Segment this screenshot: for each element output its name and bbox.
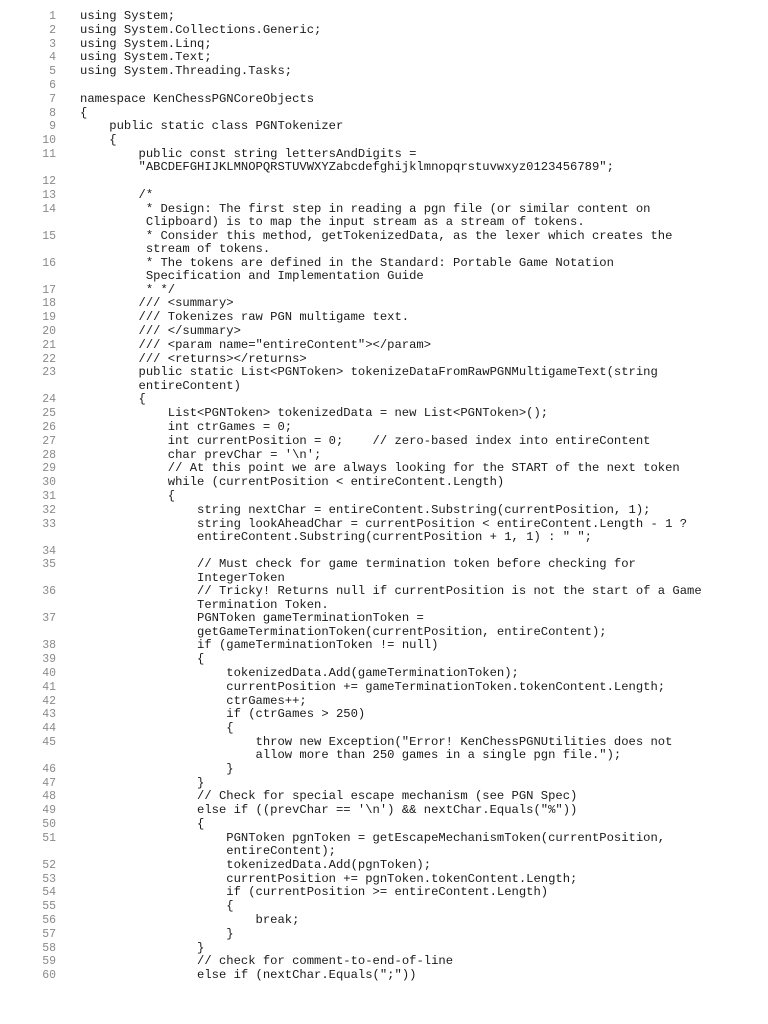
code-text (80, 435, 740, 448)
code-line (0, 859, 768, 872)
line-number: 28 (42, 448, 56, 462)
code-text (80, 257, 740, 283)
line-number: 7 (49, 92, 56, 106)
line-number: 15 (42, 229, 56, 243)
code-line (0, 435, 768, 448)
code-line (0, 38, 768, 51)
code-segment: { (80, 488, 176, 503)
line-number: 20 (42, 324, 56, 338)
code-segment: } (80, 940, 205, 955)
code-text (80, 175, 740, 188)
code-segment: int ctrGames = 0; (80, 419, 293, 434)
code-line (0, 681, 768, 694)
code-line (0, 462, 768, 475)
code-text (80, 79, 740, 92)
code-text (80, 886, 740, 899)
code-line (0, 24, 768, 37)
code-line (0, 667, 768, 680)
code-text (80, 518, 740, 544)
line-number: 41 (42, 680, 56, 694)
code-text (80, 667, 740, 680)
code-text (80, 928, 740, 941)
code-segment: { (80, 105, 88, 120)
line-number: 35 (42, 558, 56, 572)
code-line (0, 189, 768, 202)
code-line (0, 928, 768, 941)
code-text (80, 107, 740, 120)
code-line (0, 969, 768, 982)
code-line (0, 297, 768, 310)
code-segment: entireContent) (80, 378, 241, 393)
line-number: 60 (42, 969, 56, 983)
code-text (80, 189, 740, 202)
code-text (80, 366, 740, 392)
code-segment (80, 175, 740, 188)
line-number: 2 (49, 23, 56, 37)
code-segment: * Design: The first step in reading a pgn file (or similar content on (80, 201, 651, 216)
line-number: 34 (42, 544, 56, 558)
code-segment: // At this point we are always looking for the START of the next token (80, 461, 680, 476)
code-line (0, 504, 768, 517)
line-number: 29 (42, 462, 56, 476)
line-number: 19 (42, 311, 56, 325)
code-text (80, 763, 740, 776)
code-segment: /// <param name="entireContent"></param> (80, 337, 432, 352)
code-segment: PGNToken pgnToken = getEscapeMechanismToken(currentPosition, (80, 830, 666, 845)
line-number: 6 (49, 78, 56, 92)
code-line (0, 51, 768, 64)
code-text (80, 10, 740, 23)
code-text (80, 504, 740, 517)
code-line (0, 148, 768, 174)
code-segment: // Check for special escape mechanism (see PGN Spec) (80, 789, 578, 804)
code-segment: { (80, 721, 234, 736)
code-segment: "ABCDEFGHIJKLMNOPQRSTUVWXYZabcdefghijklmnopqrstuvwxyz0123456789"; (80, 160, 614, 175)
code-line (0, 134, 768, 147)
line-number: 30 (42, 476, 56, 490)
line-number: 56 (42, 914, 56, 928)
line-number: 24 (42, 393, 56, 407)
code-text (80, 148, 740, 174)
line-number: 9 (49, 120, 56, 134)
code-text (80, 38, 740, 51)
code-text (80, 134, 740, 147)
code-text (80, 203, 740, 229)
code-segment: else if (nextChar.Equals(";")) (80, 968, 417, 983)
code-segment: /// <summary> (80, 296, 234, 311)
line-number: 1 (49, 10, 56, 23)
code-text (80, 476, 740, 489)
code-line (0, 311, 768, 324)
line-number: 55 (42, 900, 56, 914)
code-segment: List<PGNToken> tokenizedData = new List<PGNToken>(); (80, 406, 549, 421)
code-segment: { (80, 652, 205, 667)
line-number: 4 (49, 51, 56, 65)
code-line (0, 476, 768, 489)
line-number: 42 (42, 694, 56, 708)
line-number: 43 (42, 708, 56, 722)
code-segment: string lookAheadChar = currentPosition < entireContent.Length - 1 ? (80, 516, 688, 531)
line-number: 32 (42, 503, 56, 517)
code-text (80, 653, 740, 666)
code-line (0, 722, 768, 735)
code-segment: public static List<PGNToken> tokenizeDataFromRawPGNMultigameText(string (80, 365, 658, 380)
code-line (0, 777, 768, 790)
code-line (0, 230, 768, 256)
code-line (0, 353, 768, 366)
code-line (0, 518, 768, 544)
code-segment: IntegerToken (80, 570, 285, 585)
code-line (0, 612, 768, 638)
code-text (80, 339, 740, 352)
code-segment: tokenizedData.Add(gameTerminationToken); (80, 665, 519, 680)
code-segment: if (gameTerminationToken != null) (80, 638, 439, 653)
line-number: 49 (42, 804, 56, 818)
code-segment: allow more than 250 games in a single pgn file."); (80, 748, 622, 763)
code-text (80, 612, 740, 638)
code-segment: while (currentPosition < entireContent.Length) (80, 475, 505, 490)
line-number: 50 (42, 818, 56, 832)
code-line (0, 942, 768, 955)
code-segment: { (80, 133, 117, 148)
code-segment: tokenizedData.Add(pgnToken); (80, 857, 432, 872)
line-number: 57 (42, 927, 56, 941)
code-segment: currentPosition += pgnToken.tokenContent.Length; (80, 871, 578, 886)
code-line (0, 545, 768, 558)
code-line (0, 107, 768, 120)
line-number: 59 (42, 955, 56, 969)
line-number: 11 (42, 147, 56, 161)
code-text (80, 969, 740, 982)
code-segment: /// <returns></returns> (80, 351, 307, 366)
line-number: 31 (42, 489, 56, 503)
code-line (0, 708, 768, 721)
line-number: 36 (42, 585, 56, 599)
line-number: 47 (42, 776, 56, 790)
code-line (0, 79, 768, 92)
code-segment: /// </summary> (80, 323, 241, 338)
code-text (80, 24, 740, 37)
code-segment: throw new Exception("Error! KenChessPGNUtilities does not (80, 734, 673, 749)
code-line (0, 653, 768, 666)
code-line (0, 65, 768, 78)
code-line (0, 325, 768, 338)
line-number: 58 (42, 941, 56, 955)
code-text (80, 230, 740, 256)
code-line (0, 393, 768, 406)
code-segment: using System.Text; (80, 50, 212, 65)
code-segment: using System.Linq; (80, 36, 212, 51)
line-number: 16 (42, 256, 56, 270)
code-line (0, 339, 768, 352)
line-number: 48 (42, 790, 56, 804)
code-segment: using System; (80, 9, 176, 23)
code-segment: } (80, 926, 234, 941)
code-line (0, 818, 768, 831)
line-number: 10 (42, 134, 56, 148)
code-line (0, 955, 768, 968)
code-line (0, 284, 768, 297)
code-text (80, 681, 740, 694)
code-segment: } (80, 761, 234, 776)
line-number: 5 (49, 65, 56, 79)
code-line (0, 407, 768, 420)
code-segment: PGNToken gameTerminationToken = (80, 611, 424, 626)
code-segment: using System.Threading.Tasks; (80, 64, 293, 79)
code-segment: } (80, 775, 205, 790)
code-segment (80, 79, 740, 92)
line-number: 52 (42, 858, 56, 872)
line-number: 23 (42, 366, 56, 380)
line-number: 44 (42, 722, 56, 736)
line-number: 33 (42, 517, 56, 531)
line-number: 46 (42, 762, 56, 776)
code-segment: int currentPosition = 0; // zero-based index into entireContent (80, 433, 651, 448)
line-number: 26 (42, 420, 56, 434)
code-line (0, 914, 768, 927)
line-number: 37 (42, 612, 56, 626)
code-text (80, 695, 740, 708)
code-segment: currentPosition += gameTerminationToken.tokenContent.Length; (80, 679, 666, 694)
line-number: 45 (42, 735, 56, 749)
code-text (80, 462, 740, 475)
code-text (80, 449, 740, 462)
code-line (0, 490, 768, 503)
code-segment: /// Tokenizes raw PGN multigame text. (80, 310, 410, 325)
code-line (0, 120, 768, 133)
code-text (80, 873, 740, 886)
line-number: 53 (42, 872, 56, 886)
line-number: 12 (42, 174, 56, 188)
line-number: 18 (42, 297, 56, 311)
code-text (80, 914, 740, 927)
code-text (80, 859, 740, 872)
code-line (0, 832, 768, 858)
code-text (80, 353, 740, 366)
code-text (80, 297, 740, 310)
code-text (80, 804, 740, 817)
code-segment: Clipboard) is to map the input stream as a stream of tokens. (80, 214, 585, 229)
line-number: 14 (42, 202, 56, 216)
code-segment: if (currentPosition >= entireContent.Length) (80, 885, 549, 900)
code-segment: break; (80, 913, 300, 928)
code-line (0, 366, 768, 392)
line-number: 17 (42, 283, 56, 297)
line-number: 40 (42, 666, 56, 680)
code-text (80, 93, 740, 106)
code-text (80, 900, 740, 913)
code-segment: // check for comment-to-end-of-line (80, 954, 454, 969)
code-line (0, 790, 768, 803)
code-text (80, 65, 740, 78)
code-segment: Termination Token. (80, 597, 329, 612)
code-line (0, 257, 768, 283)
code-line (0, 421, 768, 434)
code-segment: public static class PGNTokenizer (80, 119, 344, 134)
code-line (0, 558, 768, 584)
line-number: 13 (42, 188, 56, 202)
code-segment: * The tokens are defined in the Standard: Portable Game Notation (80, 255, 614, 270)
code-segment: namespace KenChessPGNCoreObjects (80, 91, 315, 106)
code-segment: * */ (80, 282, 176, 297)
code-text (80, 639, 740, 652)
code-segment: entireContent.Substring(currentPosition + 1, 1) : " "; (80, 529, 592, 544)
code-segment: stream of tokens. (80, 241, 271, 256)
code-line (0, 10, 768, 23)
line-number: 25 (42, 407, 56, 421)
code-text (80, 942, 740, 955)
line-number: 3 (49, 37, 56, 51)
code-line (0, 900, 768, 913)
code-line (0, 763, 768, 776)
code-line (0, 639, 768, 652)
code-text (80, 545, 740, 558)
code-segment: ctrGames++; (80, 693, 307, 708)
code-line (0, 203, 768, 229)
code-segment: // Must check for game termination token before checking for (80, 557, 636, 572)
code-segment: Specification and Implementation Guide (80, 268, 424, 283)
code-segment: { (80, 817, 205, 832)
code-text (80, 407, 740, 420)
code-text (80, 311, 740, 324)
code-segment: { (80, 392, 146, 407)
code-text (80, 51, 740, 64)
code-text (80, 722, 740, 735)
code-text (80, 325, 740, 338)
code-text (80, 955, 740, 968)
code-segment: /* (80, 187, 154, 202)
code-segment: else if ((prevChar == '\n') && nextChar.Equals("%")) (80, 803, 578, 818)
code-line (0, 886, 768, 899)
code-segment: entireContent); (80, 844, 336, 859)
code-text (80, 120, 740, 133)
code-segment: char prevChar = '\n'; (80, 447, 322, 462)
line-number: 21 (42, 338, 56, 352)
code-line (0, 175, 768, 188)
line-number: 27 (42, 434, 56, 448)
line-number: 51 (42, 831, 56, 845)
code-text (80, 585, 740, 611)
code-line (0, 585, 768, 611)
code-text (80, 790, 740, 803)
code-text (80, 421, 740, 434)
code-text (80, 832, 740, 858)
code-segment: if (ctrGames > 250) (80, 707, 366, 722)
code-text (80, 708, 740, 721)
code-segment: // Tricky! Returns null if currentPosition is not the start of a Game (80, 584, 702, 599)
code-segment: * Consider this method, getTokenizedData, as the lexer which creates the (80, 228, 673, 243)
code-segment: string nextChar = entireContent.Substring(currentPosition, 1); (80, 502, 651, 517)
code-text (80, 777, 740, 790)
code-segment (80, 545, 740, 558)
code-text (80, 393, 740, 406)
code-segment: public const string lettersAndDigits = (80, 146, 417, 161)
code-line (0, 93, 768, 106)
line-number: 39 (42, 653, 56, 667)
code-text (80, 558, 740, 584)
code-line (0, 449, 768, 462)
code-text (80, 736, 740, 762)
code-text (80, 818, 740, 831)
code-line (0, 804, 768, 817)
code-listing (0, 10, 768, 983)
code-segment: using System.Collections.Generic; (80, 22, 322, 37)
line-number: 8 (49, 106, 56, 120)
code-segment: getGameTerminationToken(currentPosition, entireContent); (80, 624, 607, 639)
code-text (80, 490, 740, 503)
code-line (0, 736, 768, 762)
line-number: 38 (42, 639, 56, 653)
line-number: 22 (42, 352, 56, 366)
line-number: 54 (42, 886, 56, 900)
code-line (0, 695, 768, 708)
code-segment: { (80, 899, 234, 914)
code-line (0, 873, 768, 886)
code-text (80, 284, 740, 297)
